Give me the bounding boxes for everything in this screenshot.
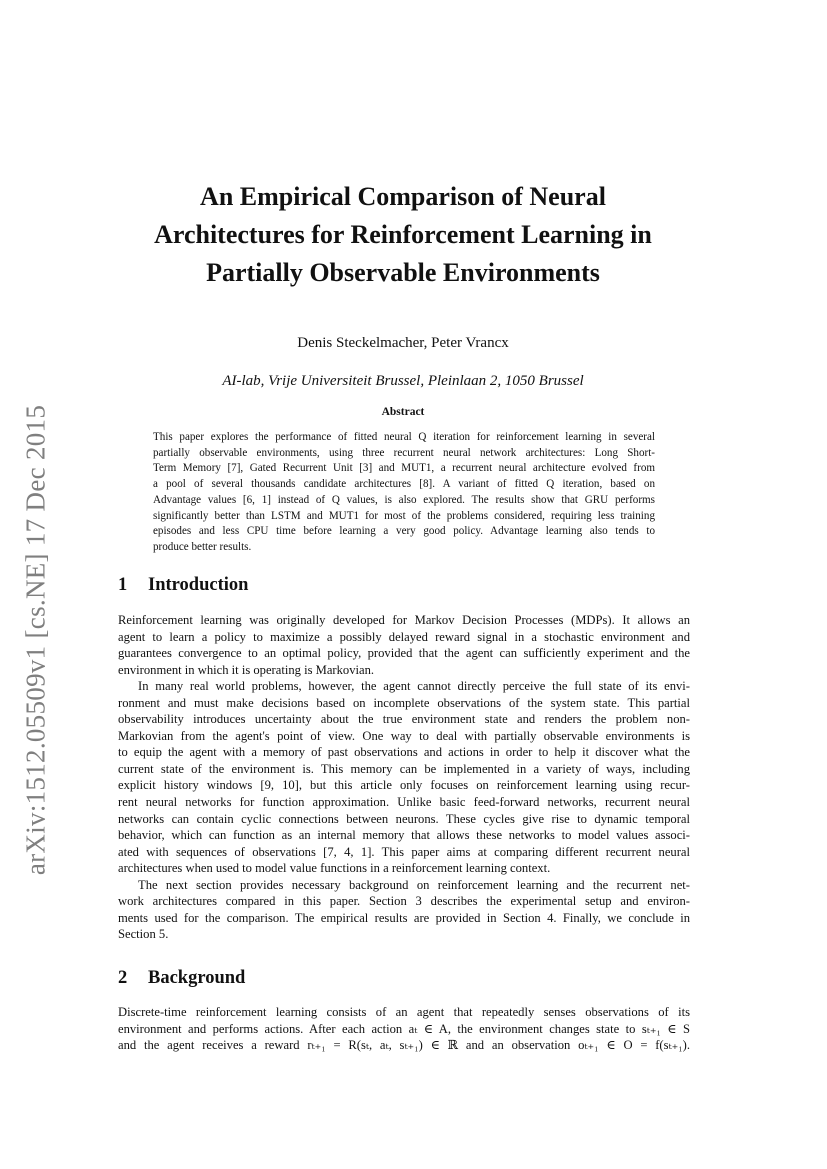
abstract-heading: Abstract [381,406,425,418]
text-line: produce better results. [153,540,252,553]
background-body [118,1004,690,1054]
authors: Denis Steckelmacher, Peter Vrancx [297,335,509,351]
text-line: Advantage values [6, 1] instead of Q values, is also explored. The results show that GRU performs [153,493,655,506]
section-title: Introduction [148,575,249,595]
title-line: An Empirical Comparison of Neural [200,182,606,211]
text-line: architectures when used to model value functions in a reinforcement learning context. [118,861,551,876]
abstract-body [153,430,655,556]
text-line: environment in which it is operating is Markovian. [118,662,375,677]
section-heading-introduction [118,575,248,596]
text-line: This paper explores the performance of fitted neural Q iteration for reinforcement learning in several [153,431,655,443]
text-line: environment and performs actions. After each action aₜ ∈ A, the environment changes state to sₜ₊₁ ∈ S [118,1021,690,1036]
text-line: Reinforcement learning was originally developed for Markov Decision Processes (MDPs). It allows an [118,613,690,627]
arxiv-identifier: arXiv:1512.05509v1 [cs.NE] 17 Dec 2015 [20,404,51,876]
text-line: partially observable environments, using three recurrent neural network architectures: Long Short- [153,446,655,459]
introduction-body [118,612,690,943]
section-number: 2 [118,968,128,988]
text-line: networks can contain cyclic connections between neurons. These cycles give rise to dynamic temporal [118,811,690,826]
text-line: and the agent receives a reward rₜ₊₁ = R(sₜ, aₜ, sₜ₊₁) ∈ ℝ and an observation oₜ₊₁ ∈ O = f(sₜ₊₁). [118,1038,690,1053]
text-line: Markovian from the agent's point of view. One way to deal with partially observable environments is [118,728,690,743]
text-line: a pool of several thousands candidate architectures [8]. A variant of fitted Q iteration, based on [153,478,655,491]
text-line: agent to learn a policy to maximize a possibly delayed reward signal in a stochastic environment and [118,629,690,644]
text-line: current state of the environment is. This memory can be implemented in a variety of ways, including [118,761,690,776]
section-title: Background [148,968,246,988]
text-line: to equip the agent with a memory of past observations and actions in order to help it discover what the [118,745,690,760]
text-line: guarantees convergence to an optimal policy, provided that the agent can sufficiently experiment and the [118,646,690,661]
title-line: Partially Observable Environments [206,258,600,287]
text-line: ronment and must make decisions based on incomplete observations of the system state. This partial [118,695,690,710]
text-line: Discrete-time reinforcement learning consists of an agent that repeatedly senses observations of its [118,1005,690,1019]
text-line: explicit history windows [9, 10], but this article only focuses on reinforcement learning using recur- [118,778,690,793]
text-line: ated with sequences of observations [7, 4, 1]. This paper aims at comparing different recurrent neural [118,844,690,859]
text-line: observability introduces uncertainty about the true environment state and renders the problem non- [118,712,690,727]
text-line: Term Memory [7], Gated Recurrent Unit [3] and MUT1, a recurrent neural architecture evolved from [153,462,655,475]
paper-title [118,178,688,292]
text-line: The next section provides necessary background on reinforcement learning and the recurrent net- [138,877,690,892]
title-line: Architectures for Reinforcement Learning in [154,220,652,249]
text-line: Section 5. [118,927,169,942]
text-line: work architectures compared in this paper. Section 3 describes the experimental setup and environ- [118,894,690,909]
section-number: 1 [118,575,128,595]
section-heading-background [118,968,245,989]
text-line: significantly better than LSTM and MUT1 for most of the problems considered, requiring less training [153,509,655,522]
text-line: ments used for the comparison. The empirical results are provided in Section 4. Finally, we conclude in [118,910,690,925]
text-line: episodes and less CPU time before learning a very good policy. Advantage learning also tends to [153,525,655,538]
text-line: behavior, which can function as an internal memory that allows these networks to model values associ- [118,828,690,843]
affiliation: AI-lab, Vrije Universiteit Brussel, Pleinlaan 2, 1050 Brussel [222,373,584,389]
text-line: In many real world problems, however, the agent cannot directly perceive the full state of its envi- [138,679,690,694]
text-line: rent neural networks for function approximation. Unlike basic feed-forward networks, recurrent neural [118,795,690,810]
